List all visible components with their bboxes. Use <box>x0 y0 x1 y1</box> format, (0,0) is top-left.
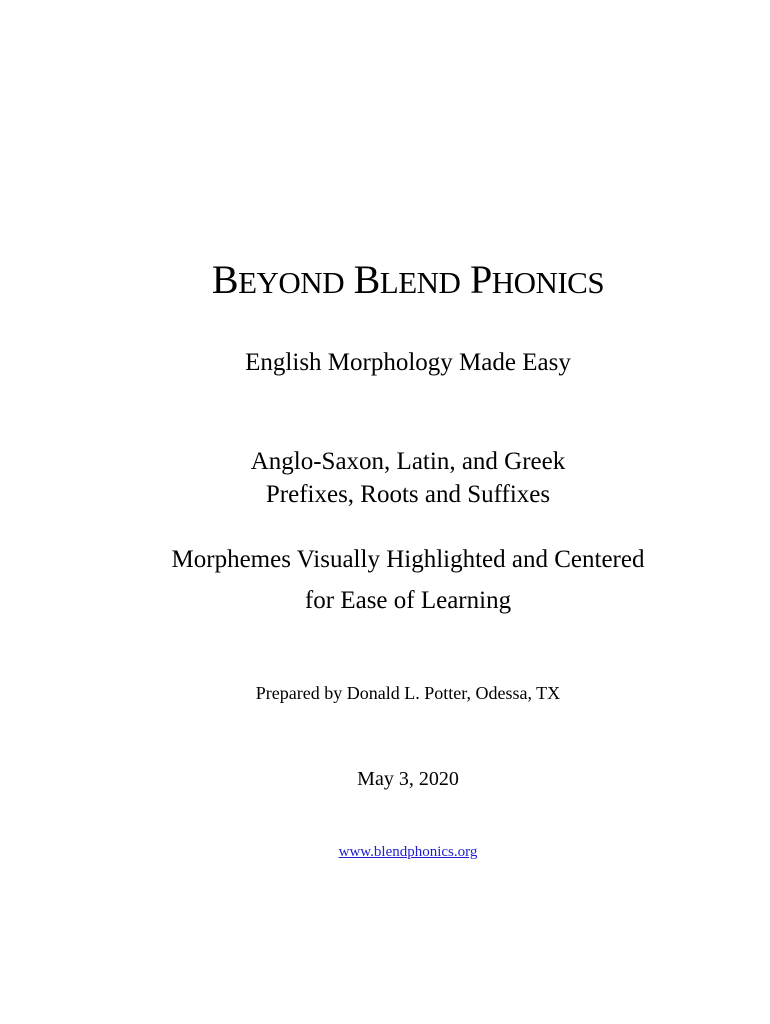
morphemes-line-1: Morphemes Visually Highlighted and Centered <box>171 546 645 573</box>
title-word-1-rest: EYOND <box>238 265 345 300</box>
title-word-3-initial: P <box>469 257 492 302</box>
document-subtitle: English Morphology Made Easy <box>245 349 571 376</box>
origins-line-2: Prefixes, Roots and Suffixes <box>265 481 551 508</box>
morphemes-line-2: for Ease of Learning <box>304 587 512 614</box>
title-word-2-rest: LEND <box>379 265 461 300</box>
title-word-2-initial: B <box>353 257 380 302</box>
origins-line-1: Anglo-Saxon, Latin, and Greek <box>250 448 566 475</box>
document-title <box>0 254 770 309</box>
author-line: Prepared by Donald L. Potter, Odessa, TX <box>255 683 561 703</box>
title-word-3-rest: HONICS <box>491 265 605 300</box>
website-link[interactable]: www.blendphonics.org <box>338 844 478 860</box>
website-line <box>0 841 770 863</box>
title-word-1-initial: B <box>211 257 239 302</box>
date-line: May 3, 2020 <box>357 768 459 790</box>
